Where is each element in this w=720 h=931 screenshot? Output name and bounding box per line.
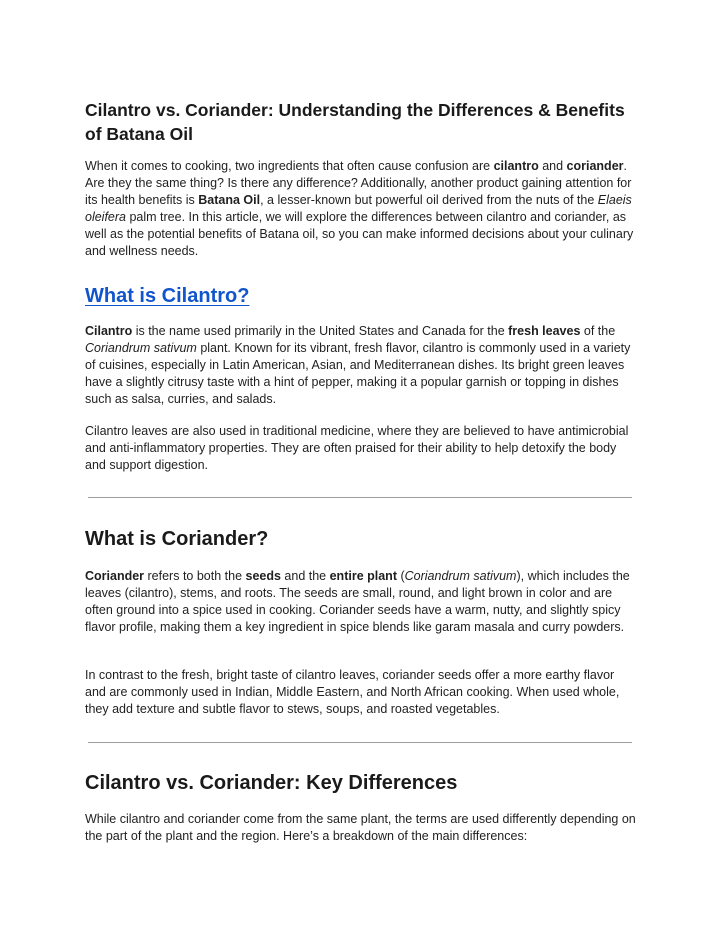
cilantro-paragraph-2: Cilantro leaves are also used in traditional medicine, where they are believed to have antimicrobial and anti-inflammatory properties. They are often praised for their ability to help detoxify the body and support digestion. xyxy=(85,424,629,472)
cilantro-text-2: of the xyxy=(580,324,616,338)
intro-paragraph xyxy=(85,158,637,260)
section-divider-1 xyxy=(88,497,632,498)
cilantro-text-1: is the name used primarily in the United States and Canada for the xyxy=(132,324,509,338)
coriander-paragraph-1 xyxy=(85,568,637,636)
heading-what-is-coriander: What is Coriander? xyxy=(85,528,269,550)
coriander-text-4: ), which includes the leaves (cilantro), stems, and roots. The seeds are small, round, and light brown in color and are often ground into a spice used in cooking. Coriander seeds have a warm, nutty, and slightly spicy flavor profile, making them a key ingredient in spice blends like garam masala and curry powders. xyxy=(85,569,630,634)
document-title xyxy=(85,98,645,146)
document-title-line-2: of Batana Oil xyxy=(85,124,193,144)
cilantro-italic-coriandrum: Coriandrum sativum xyxy=(85,341,197,355)
coriander-italic-coriandrum: Coriandrum sativum xyxy=(404,569,517,583)
coriander-text-1: refers to both the xyxy=(144,569,246,583)
intro-text-4: , a lesser-known but powerful oil derived from the nuts of the xyxy=(260,193,598,207)
intro-text-5: palm tree. In this article, we will explore the differences between cilantro and coriander, as well as the potential benefits of Batana oil, so you can make informed decisions about your culinary and wellness needs. xyxy=(85,210,634,258)
intro-bold-batana-oil: Batana Oil xyxy=(198,193,261,207)
heading-what-is-cilantro-link[interactable]: What is Cilantro? xyxy=(85,285,250,307)
coriander-text-2: and the xyxy=(280,569,330,583)
intro-text-2: and xyxy=(538,159,567,173)
coriander-bold-seeds: seeds xyxy=(245,569,281,583)
heading-key-differences: Cilantro vs. Coriander: Key Differences xyxy=(85,772,458,794)
coriander-text-3: ( xyxy=(396,569,405,583)
intro-text-3: . Are they the same thing? Is there any difference? Additionally, another product gaining attention for its health benefits is xyxy=(85,159,632,207)
intro-text-1: When it comes to cooking, two ingredients that often cause confusion are xyxy=(85,159,494,173)
differences-paragraph-1: While cilantro and coriander come from the same plant, the terms are used differently depending on the part of the plant and the region. Here’s a breakdown of the main differences: xyxy=(85,812,636,843)
coriander-paragraph-2: In contrast to the fresh, bright taste of cilantro leaves, coriander seeds offer a more earthy flavor and are commonly used in Indian, Middle Eastern, and North African cooking. When used whole, they add texture and subtle flavor to stews, soups, and roasted vegetables. xyxy=(85,668,620,716)
intro-italic-elaeis: Elaeis oleifera xyxy=(85,193,632,224)
intro-bold-coriander: coriander xyxy=(566,159,624,173)
cilantro-bold-cilantro: Cilantro xyxy=(85,324,133,338)
intro-bold-cilantro: cilantro xyxy=(493,159,539,173)
cilantro-text-3: plant. Known for its vibrant, fresh flavor, cilantro is commonly used in a variety of cuisines, especially in Latin American, Asian, and Mediterranean dishes. Its bright green leaves have a slightly citrusy taste with a hint of pepper, making it a popular garnish or topping in dishes such as salsa, curries, and salads. xyxy=(85,341,631,406)
section-divider-2 xyxy=(88,742,632,743)
cilantro-paragraph-1 xyxy=(85,323,637,408)
coriander-bold-entire-plant: entire plant xyxy=(329,569,397,583)
document-title-line-1: Cilantro vs. Coriander: Understanding the Differences & Benefits xyxy=(85,100,625,120)
cilantro-bold-fresh-leaves: fresh leaves xyxy=(508,324,581,338)
coriander-bold-coriander: Coriander xyxy=(85,569,145,583)
